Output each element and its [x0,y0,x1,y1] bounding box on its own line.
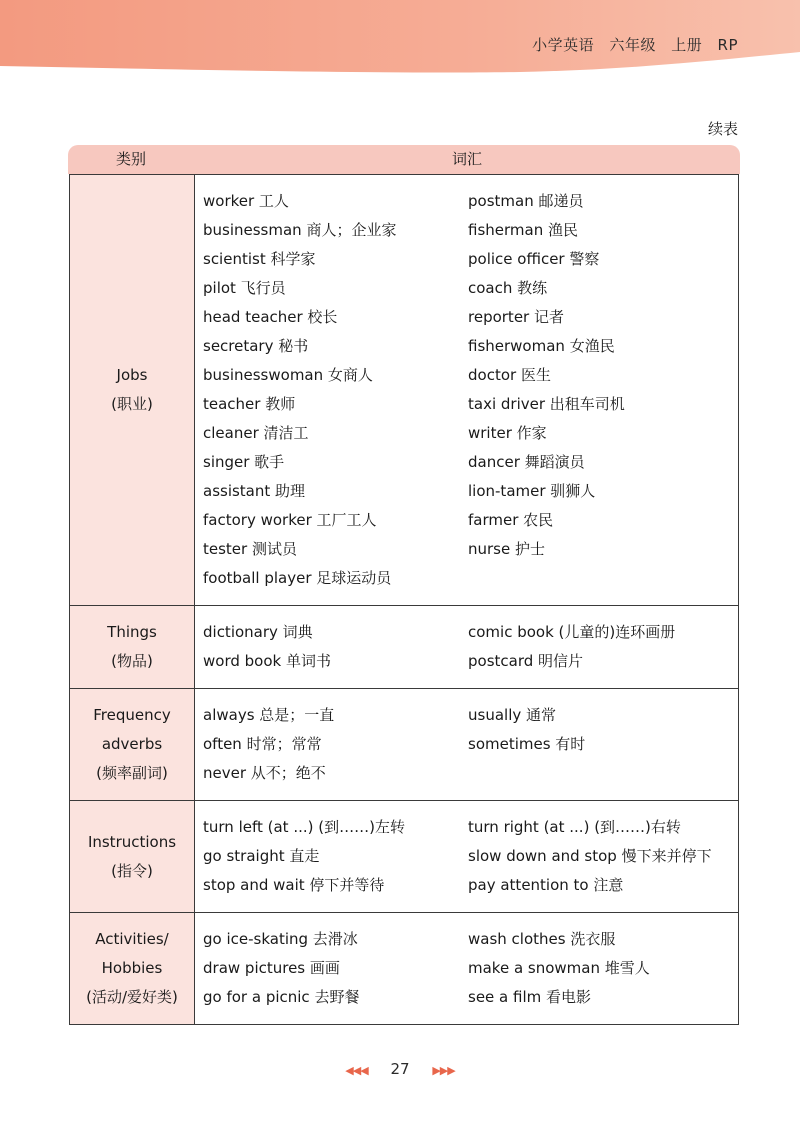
vocabulary-column-left [203,925,468,1012]
table-header [68,145,740,174]
vocabulary-item: dictionary 词典 [203,623,313,641]
vocabulary-item: always 总是；一直 [203,706,335,724]
vocabulary-column-left [203,701,468,788]
vocabulary-item: cleaner 清洁工 [203,424,309,442]
book-header [532,34,738,55]
category-cell [70,913,195,1024]
vocabulary-item: reporter 记者 [468,308,564,326]
category-cell [70,175,195,605]
page-footer [0,1060,800,1078]
vocabulary-cell [195,175,738,605]
category-cell [70,606,195,688]
vocabulary-item: police officer 警察 [468,250,600,268]
vocabulary-item: singer 歌手 [203,453,285,471]
vocabulary-item: pay attention to 注意 [468,876,624,894]
vocabulary-item: dancer 舞蹈演员 [468,453,585,471]
table-row [70,175,738,605]
vocabulary-column-right [468,618,738,676]
vocabulary-item: often 时常；常常 [203,735,322,753]
book-volume: 上册 [671,36,703,54]
next-arrows-icon: ▶▶▶ [432,1064,455,1077]
column-header-vocabulary: 词汇 [451,150,482,168]
vocabulary-item: postman 邮递员 [468,192,584,210]
vocabulary-item: sometimes 有时 [468,735,586,753]
vocabulary-column-right [468,925,738,1012]
vocabulary-column-right [468,701,738,788]
vocabulary-item: postcard 明信片 [468,652,584,670]
vocabulary-item: fisherman 渔民 [468,221,578,239]
category-label: (职业) [111,395,153,413]
vocabulary-item: fisherwoman 女渔民 [468,337,615,355]
vocabulary-item: make a snowman 堆雪人 [468,959,650,977]
table-row [70,605,738,688]
category-label: Jobs [116,366,148,384]
vocabulary-item: go ice-skating 去滑冰 [203,930,358,948]
vocabulary-item: stop and wait 停下并等待 [203,876,385,894]
vocabulary-column-left [203,618,468,676]
vocabulary-item: turn left (at ...) (到……)左转 [203,818,405,836]
vocabulary-item: writer 作家 [468,424,547,442]
continued-label: 续表 [707,120,738,138]
vocabulary-item: businessman 商人；企业家 [203,221,397,239]
category-label: (物品) [111,652,153,670]
category-label: (活动/爱好类) [86,988,178,1006]
category-label: Hobbies [101,959,163,977]
table-row [70,800,738,912]
vocabulary-item: never 从不；绝不 [203,764,326,782]
vocabulary-item: go straight 直走 [203,847,320,865]
vocabulary-item: pilot 飞行员 [203,279,286,297]
vocabulary-item: tester 测试员 [203,540,297,558]
vocabulary-item: taxi driver 出租车司机 [468,395,625,413]
column-header-category: 类别 [115,150,146,168]
vocabulary-item: worker 工人 [203,192,289,210]
vocabulary-item: secretary 秘书 [203,337,309,355]
vocabulary-column-left [203,813,468,900]
vocabulary-item: comic book (儿童的)连环画册 [468,623,676,641]
category-cell [70,801,195,912]
vocabulary-cell [195,689,738,800]
vocabulary-column-left [203,187,468,593]
vocabulary-item: slow down and stop 慢下来并停下 [468,847,712,865]
vocabulary-table [69,174,739,1025]
book-grade: 六年级 [609,36,656,54]
vocabulary-item: head teacher 校长 [203,308,338,326]
category-label: Instructions [87,832,177,851]
vocabulary-item: assistant 助理 [203,482,306,500]
page-number: 27 [390,1060,410,1078]
vocabulary-column-right [468,187,738,593]
vocabulary-column-right [468,813,738,900]
vocabulary-item: coach 教练 [468,279,548,297]
table-row [70,688,738,800]
vocabulary-item: see a film 看电影 [468,988,591,1006]
category-label: (指令) [111,861,153,880]
vocabulary-item: draw pictures 画画 [203,959,340,977]
vocabulary-item: businesswoman 女商人 [203,366,373,384]
table-row [70,912,738,1024]
prev-arrows-icon: ◀◀◀ [345,1064,368,1077]
book-title: 小学英语 [532,36,595,54]
vocabulary-item: factory worker 工厂工人 [203,511,377,529]
vocabulary-item: wash clothes 洗衣服 [468,930,616,948]
vocabulary-item: teacher 教师 [203,395,296,413]
vocabulary-item: scientist 科学家 [203,250,316,268]
vocabulary-item: turn right (at ...) (到……)右转 [468,818,681,836]
category-label: Things [107,623,157,641]
category-cell [70,689,195,800]
vocabulary-item: football player 足球运动员 [203,569,392,587]
vocabulary-item: usually 通常 [468,706,557,724]
vocabulary-item: farmer 农民 [468,511,554,529]
vocabulary-item: nurse 护士 [468,540,545,558]
vocabulary-cell [195,801,738,912]
vocabulary-item: go for a picnic 去野餐 [203,988,360,1006]
vocabulary-item: lion-tamer 驯狮人 [468,482,596,500]
category-label: Activities/ [95,930,169,948]
vocabulary-item: doctor 医生 [468,366,551,384]
category-label: (频率副词) [96,764,168,782]
category-label: adverbs [101,735,163,753]
category-label: Frequency [93,706,171,724]
book-edition: RP [717,36,738,54]
vocabulary-cell [195,606,738,688]
vocabulary-item: word book 单词书 [203,652,331,670]
vocabulary-cell [195,913,738,1024]
